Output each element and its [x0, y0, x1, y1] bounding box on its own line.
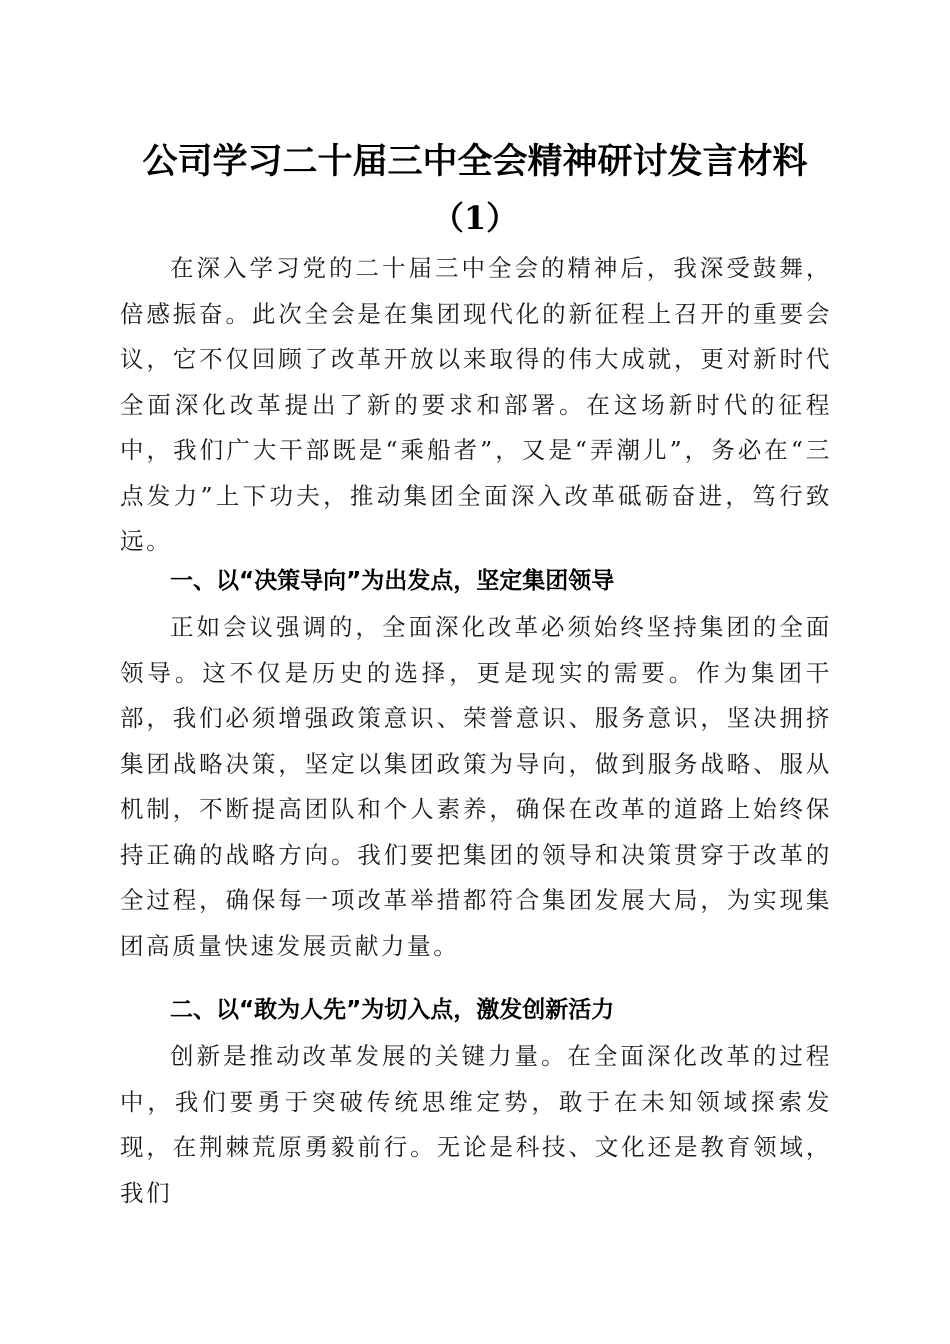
section-2-paragraph: 创新是推动改革发展的关键力量。在全面深化改革的过程中，我们要勇于突破传统思维定势，敢于在未知领域探索发现，在荆棘荒原勇毅前行。无论是科技、文化还是教育领域，我们: [120, 1042, 832, 1207]
section-heading-2: 二、以“敢为人先”为切入点，激发创新活力: [170, 997, 615, 1023]
intro-paragraph: 在深入学习党的二十届三中全会的精神后，我深受鼓舞，倍感振奋。此次全会是在集团现代化的新征程上召开的重要会议，它不仅回顾了改革开放以来取得的伟大成就，更对新时代全面深化改革提出了新的要求和部署。在这场新时代的征程中，我们广大干部既是“乘船者”，又是“弄潮儿”，务必在“三点发力”上下功夫，推动集团全面深入改革砥砺奋进，笃行致远。: [120, 254, 832, 555]
document-title: 公司学习二十届三中全会精神研讨发言材料: [142, 141, 808, 182]
section-heading-1: 一、以“决策导向”为出发点，坚定集团领导: [170, 568, 615, 594]
section-1-paragraph: 正如会议强调的，全面深化改革必须始终坚持集团的全面领导。这不仅是历史的选择，更是现实的需要。作为集团干部，我们必须增强政策意识、荣誉意识、服务意识，坚决拥挤集团战略决策，坚定以集团政策为导向，做到服务战略、服从机制，不断提高团队和个人素养，确保在改革的道路上始终保持正确的战略方向。我们要把集团的领导和决策贯穿于改革的全过程，确保每一项改革举措都符合集团发展大局，为实现集团高质量快速发展贡献力量。: [120, 613, 832, 960]
document-title-number: （1）: [431, 199, 519, 237]
